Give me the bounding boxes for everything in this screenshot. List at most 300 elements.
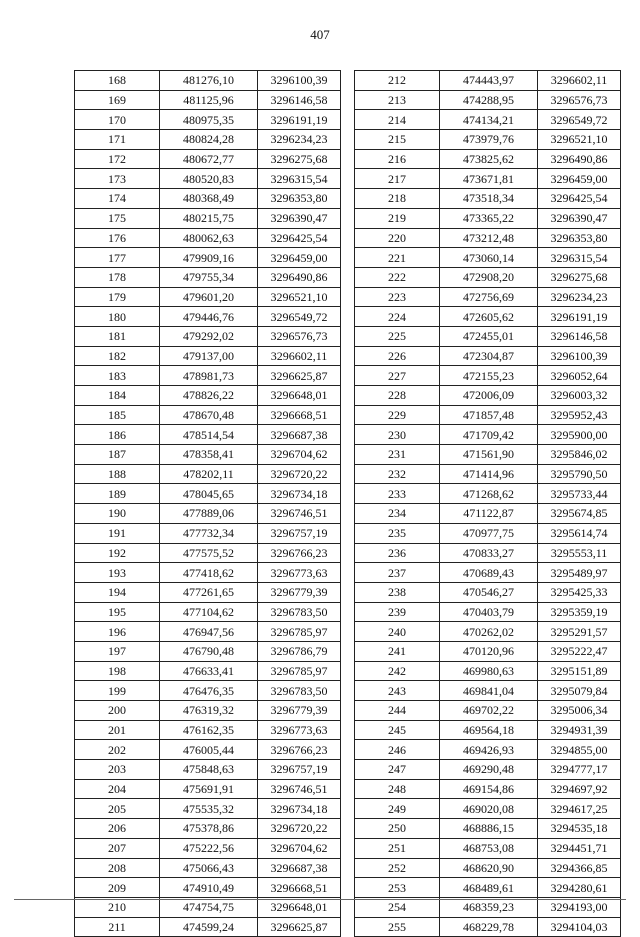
table-row	[355, 267, 621, 287]
x-coordinate-cell: 469426,93	[440, 740, 538, 760]
table-row	[75, 307, 341, 327]
table-row	[355, 464, 621, 484]
y-coordinate-cell: 3296720,22	[258, 464, 341, 484]
x-coordinate-cell: 479909,16	[160, 248, 258, 268]
y-coordinate-cell: 3294193,00	[538, 897, 621, 917]
x-coordinate-cell: 477104,62	[160, 602, 258, 622]
table-row	[75, 90, 341, 110]
y-coordinate-cell: 3295079,84	[538, 681, 621, 701]
x-coordinate-cell: 473212,48	[440, 228, 538, 248]
y-coordinate-cell: 3294535,18	[538, 819, 621, 839]
y-coordinate-cell: 3296146,58	[258, 90, 341, 110]
point-number-cell: 208	[75, 858, 160, 878]
y-coordinate-cell: 3295553,11	[538, 543, 621, 563]
y-coordinate-cell: 3296734,18	[258, 484, 341, 504]
y-coordinate-cell: 3296234,23	[538, 287, 621, 307]
table-row	[355, 228, 621, 248]
y-coordinate-cell: 3294855,00	[538, 740, 621, 760]
x-coordinate-cell: 477889,06	[160, 504, 258, 524]
table-row	[355, 504, 621, 524]
y-coordinate-cell: 3296687,38	[258, 425, 341, 445]
x-coordinate-cell: 469020,08	[440, 799, 538, 819]
point-number-cell: 234	[355, 504, 440, 524]
table-row	[355, 484, 621, 504]
y-coordinate-cell: 3296576,73	[538, 90, 621, 110]
x-coordinate-cell: 476947,56	[160, 622, 258, 642]
y-coordinate-cell: 3296773,63	[258, 563, 341, 583]
table-row	[75, 386, 341, 406]
point-number-cell: 252	[355, 858, 440, 878]
point-number-cell: 185	[75, 405, 160, 425]
x-coordinate-cell: 472155,23	[440, 366, 538, 386]
table-row	[355, 71, 621, 91]
point-number-cell: 219	[355, 208, 440, 228]
y-coordinate-cell: 3294931,39	[538, 720, 621, 740]
y-coordinate-cell: 3294280,61	[538, 878, 621, 898]
y-coordinate-cell: 3296785,97	[258, 622, 341, 642]
point-number-cell: 235	[355, 523, 440, 543]
x-coordinate-cell: 470546,27	[440, 582, 538, 602]
y-coordinate-cell: 3296549,72	[258, 307, 341, 327]
y-coordinate-cell: 3296275,68	[538, 267, 621, 287]
point-number-cell: 168	[75, 71, 160, 91]
point-number-cell: 239	[355, 602, 440, 622]
x-coordinate-cell: 480975,35	[160, 110, 258, 130]
x-coordinate-cell: 470403,79	[440, 602, 538, 622]
x-coordinate-cell: 475066,43	[160, 858, 258, 878]
y-coordinate-cell: 3295674,85	[538, 504, 621, 524]
table-row	[355, 326, 621, 346]
point-number-cell: 177	[75, 248, 160, 268]
y-coordinate-cell: 3296668,51	[258, 405, 341, 425]
x-coordinate-cell: 471122,87	[440, 504, 538, 524]
y-coordinate-cell: 3296766,23	[258, 740, 341, 760]
point-number-cell: 241	[355, 641, 440, 661]
y-coordinate-cell: 3296602,11	[538, 71, 621, 91]
table-row	[75, 169, 341, 189]
table-row	[355, 287, 621, 307]
y-coordinate-cell: 3296648,01	[258, 897, 341, 917]
x-coordinate-cell: 479446,76	[160, 307, 258, 327]
x-coordinate-cell: 476162,35	[160, 720, 258, 740]
page-bottom-divider	[14, 899, 626, 900]
point-number-cell: 211	[75, 917, 160, 937]
y-coordinate-cell: 3296549,72	[538, 110, 621, 130]
x-coordinate-cell: 473060,14	[440, 248, 538, 268]
table-row	[75, 445, 341, 465]
table-row	[75, 641, 341, 661]
y-coordinate-cell: 3296648,01	[258, 386, 341, 406]
y-coordinate-cell: 3296704,62	[258, 838, 341, 858]
point-number-cell: 186	[75, 425, 160, 445]
x-coordinate-cell: 476633,41	[160, 661, 258, 681]
point-number-cell: 228	[355, 386, 440, 406]
y-coordinate-cell: 3296191,19	[538, 307, 621, 327]
x-coordinate-cell: 477732,34	[160, 523, 258, 543]
y-coordinate-cell: 3296275,68	[258, 149, 341, 169]
table-row	[355, 90, 621, 110]
y-coordinate-cell: 3296687,38	[258, 858, 341, 878]
x-coordinate-cell: 478981,73	[160, 366, 258, 386]
table-row	[75, 189, 341, 209]
y-coordinate-cell: 3296734,18	[258, 799, 341, 819]
y-coordinate-cell: 3294617,25	[538, 799, 621, 819]
point-number-cell: 187	[75, 445, 160, 465]
point-number-cell: 227	[355, 366, 440, 386]
x-coordinate-cell: 475691,91	[160, 779, 258, 799]
point-number-cell: 173	[75, 169, 160, 189]
table-row	[355, 563, 621, 583]
x-coordinate-cell: 472605,62	[440, 307, 538, 327]
x-coordinate-cell: 480368,49	[160, 189, 258, 209]
x-coordinate-cell: 478826,22	[160, 386, 258, 406]
y-coordinate-cell: 3296704,62	[258, 445, 341, 465]
point-number-cell: 200	[75, 701, 160, 721]
x-coordinate-cell: 474443,97	[440, 71, 538, 91]
y-coordinate-cell: 3296783,50	[258, 681, 341, 701]
table-row	[75, 701, 341, 721]
point-number-cell: 199	[75, 681, 160, 701]
point-number-cell: 251	[355, 838, 440, 858]
x-coordinate-cell: 477575,52	[160, 543, 258, 563]
table-row	[75, 208, 341, 228]
y-coordinate-cell: 3296234,23	[258, 130, 341, 150]
table-row	[75, 760, 341, 780]
table-row	[75, 622, 341, 642]
x-coordinate-cell: 479755,34	[160, 267, 258, 287]
point-number-cell: 230	[355, 425, 440, 445]
table-row	[355, 189, 621, 209]
point-number-cell: 245	[355, 720, 440, 740]
x-coordinate-cell: 476005,44	[160, 740, 258, 760]
x-coordinate-cell: 468229,78	[440, 917, 538, 937]
y-coordinate-cell: 3296353,80	[538, 228, 621, 248]
x-coordinate-cell: 475222,56	[160, 838, 258, 858]
point-number-cell: 246	[355, 740, 440, 760]
point-number-cell: 248	[355, 779, 440, 799]
x-coordinate-cell: 474134,21	[440, 110, 538, 130]
table-row	[75, 149, 341, 169]
y-coordinate-cell: 3296746,51	[258, 779, 341, 799]
y-coordinate-cell: 3295614,74	[538, 523, 621, 543]
y-coordinate-cell: 3296625,87	[258, 917, 341, 937]
x-coordinate-cell: 468753,08	[440, 838, 538, 858]
x-coordinate-cell: 479137,00	[160, 346, 258, 366]
point-number-cell: 215	[355, 130, 440, 150]
table-row	[355, 130, 621, 150]
y-coordinate-cell: 3296315,54	[538, 248, 621, 268]
x-coordinate-cell: 476476,35	[160, 681, 258, 701]
point-number-cell: 225	[355, 326, 440, 346]
table-row	[355, 838, 621, 858]
point-number-cell: 202	[75, 740, 160, 760]
x-coordinate-cell: 470120,96	[440, 641, 538, 661]
table-row	[75, 720, 341, 740]
table-row	[355, 760, 621, 780]
x-coordinate-cell: 474910,49	[160, 878, 258, 898]
point-number-cell: 218	[355, 189, 440, 209]
y-coordinate-cell: 3296625,87	[258, 366, 341, 386]
point-number-cell: 231	[355, 445, 440, 465]
y-coordinate-cell: 3296521,10	[538, 130, 621, 150]
table-row	[75, 582, 341, 602]
point-number-cell: 192	[75, 543, 160, 563]
point-number-cell: 203	[75, 760, 160, 780]
point-number-cell: 213	[355, 90, 440, 110]
table-row	[75, 897, 341, 917]
x-coordinate-cell: 478670,48	[160, 405, 258, 425]
x-coordinate-cell: 473825,62	[440, 149, 538, 169]
table-row	[75, 287, 341, 307]
x-coordinate-cell: 478514,54	[160, 425, 258, 445]
point-number-cell: 189	[75, 484, 160, 504]
table-row	[355, 149, 621, 169]
table-row	[75, 484, 341, 504]
x-coordinate-cell: 470689,43	[440, 563, 538, 583]
x-coordinate-cell: 470262,02	[440, 622, 538, 642]
x-coordinate-cell: 469564,18	[440, 720, 538, 740]
table-row	[355, 582, 621, 602]
point-number-cell: 205	[75, 799, 160, 819]
y-coordinate-cell: 3296668,51	[258, 878, 341, 898]
y-coordinate-cell: 3295006,34	[538, 701, 621, 721]
y-coordinate-cell: 3296146,58	[538, 326, 621, 346]
table-row	[355, 622, 621, 642]
point-number-cell: 221	[355, 248, 440, 268]
point-number-cell: 217	[355, 169, 440, 189]
point-number-cell: 250	[355, 819, 440, 839]
table-row	[355, 425, 621, 445]
x-coordinate-cell: 469841,04	[440, 681, 538, 701]
point-number-cell: 237	[355, 563, 440, 583]
x-coordinate-cell: 480062,63	[160, 228, 258, 248]
table-row	[75, 326, 341, 346]
point-number-cell: 169	[75, 90, 160, 110]
x-coordinate-cell: 469290,48	[440, 760, 538, 780]
x-coordinate-cell: 477418,62	[160, 563, 258, 583]
y-coordinate-cell: 3295952,43	[538, 405, 621, 425]
x-coordinate-cell: 479292,02	[160, 326, 258, 346]
y-coordinate-cell: 3296746,51	[258, 504, 341, 524]
table-row	[75, 425, 341, 445]
table-row	[355, 740, 621, 760]
y-coordinate-cell: 3296785,97	[258, 661, 341, 681]
x-coordinate-cell: 471414,96	[440, 464, 538, 484]
point-number-cell: 255	[355, 917, 440, 937]
point-number-cell: 240	[355, 622, 440, 642]
y-coordinate-cell: 3296786,79	[258, 641, 341, 661]
table-row	[355, 819, 621, 839]
table-row	[75, 602, 341, 622]
point-number-cell: 224	[355, 307, 440, 327]
y-coordinate-cell: 3296757,19	[258, 523, 341, 543]
point-number-cell: 243	[355, 681, 440, 701]
table-row	[355, 346, 621, 366]
y-coordinate-cell: 3296459,00	[258, 248, 341, 268]
table-row	[75, 130, 341, 150]
x-coordinate-cell: 470833,27	[440, 543, 538, 563]
point-number-cell: 171	[75, 130, 160, 150]
x-coordinate-cell: 480520,83	[160, 169, 258, 189]
point-number-cell: 207	[75, 838, 160, 858]
point-number-cell: 236	[355, 543, 440, 563]
table-row	[355, 386, 621, 406]
x-coordinate-cell: 475378,86	[160, 819, 258, 839]
point-number-cell: 210	[75, 897, 160, 917]
page-number: 407	[310, 27, 330, 42]
y-coordinate-cell: 3296191,19	[258, 110, 341, 130]
table-row	[75, 504, 341, 524]
table-row	[355, 110, 621, 130]
table-row	[75, 779, 341, 799]
y-coordinate-cell: 3295359,19	[538, 602, 621, 622]
y-coordinate-cell: 3296779,39	[258, 582, 341, 602]
table-row	[75, 523, 341, 543]
point-number-cell: 222	[355, 267, 440, 287]
table-row	[75, 464, 341, 484]
point-number-cell: 194	[75, 582, 160, 602]
y-coordinate-cell: 3294451,71	[538, 838, 621, 858]
y-coordinate-cell: 3295900,00	[538, 425, 621, 445]
table-row	[75, 681, 341, 701]
point-number-cell: 253	[355, 878, 440, 898]
x-coordinate-cell: 471709,42	[440, 425, 538, 445]
table-row	[355, 701, 621, 721]
point-number-cell: 176	[75, 228, 160, 248]
point-number-cell: 178	[75, 267, 160, 287]
table-row	[75, 563, 341, 583]
table-row	[355, 681, 621, 701]
x-coordinate-cell: 468620,90	[440, 858, 538, 878]
y-coordinate-cell: 3296521,10	[258, 287, 341, 307]
x-coordinate-cell: 469980,63	[440, 661, 538, 681]
x-coordinate-cell: 475535,32	[160, 799, 258, 819]
table-row	[75, 917, 341, 937]
table-row	[75, 661, 341, 681]
y-coordinate-cell: 3296490,86	[258, 267, 341, 287]
table-row	[75, 740, 341, 760]
point-number-cell: 170	[75, 110, 160, 130]
table-row	[75, 248, 341, 268]
table-row	[355, 445, 621, 465]
x-coordinate-cell: 476319,32	[160, 701, 258, 721]
table-row	[75, 71, 341, 91]
point-number-cell: 193	[75, 563, 160, 583]
y-coordinate-cell: 3296779,39	[258, 701, 341, 721]
point-number-cell: 247	[355, 760, 440, 780]
point-number-cell: 204	[75, 779, 160, 799]
table-row	[75, 858, 341, 878]
point-number-cell: 206	[75, 819, 160, 839]
table-row	[75, 366, 341, 386]
y-coordinate-cell: 3294366,85	[538, 858, 621, 878]
y-coordinate-cell: 3296490,86	[538, 149, 621, 169]
y-coordinate-cell: 3295489,97	[538, 563, 621, 583]
table-row	[355, 307, 621, 327]
x-coordinate-cell: 476790,48	[160, 641, 258, 661]
y-coordinate-cell: 3296315,54	[258, 169, 341, 189]
x-coordinate-cell: 470977,75	[440, 523, 538, 543]
y-coordinate-cell: 3294697,92	[538, 779, 621, 799]
point-number-cell: 184	[75, 386, 160, 406]
x-coordinate-cell: 472006,09	[440, 386, 538, 406]
point-number-cell: 242	[355, 661, 440, 681]
x-coordinate-cell: 468489,61	[440, 878, 538, 898]
point-number-cell: 212	[355, 71, 440, 91]
y-coordinate-cell: 3296576,73	[258, 326, 341, 346]
x-coordinate-cell: 472908,20	[440, 267, 538, 287]
y-coordinate-cell: 3296773,63	[258, 720, 341, 740]
y-coordinate-cell: 3296757,19	[258, 760, 341, 780]
y-coordinate-cell: 3296003,32	[538, 386, 621, 406]
point-number-cell: 232	[355, 464, 440, 484]
x-coordinate-cell: 471268,62	[440, 484, 538, 504]
x-coordinate-cell: 473979,76	[440, 130, 538, 150]
table-row	[355, 917, 621, 937]
point-number-cell: 191	[75, 523, 160, 543]
coordinates-table-right	[354, 70, 621, 937]
point-number-cell: 209	[75, 878, 160, 898]
y-coordinate-cell: 3296459,00	[538, 169, 621, 189]
y-coordinate-cell: 3296766,23	[258, 543, 341, 563]
table-row	[355, 169, 621, 189]
point-number-cell: 181	[75, 326, 160, 346]
x-coordinate-cell: 471561,90	[440, 445, 538, 465]
point-number-cell: 216	[355, 149, 440, 169]
x-coordinate-cell: 472455,01	[440, 326, 538, 346]
x-coordinate-cell: 472756,69	[440, 287, 538, 307]
point-number-cell: 226	[355, 346, 440, 366]
y-coordinate-cell: 3295790,50	[538, 464, 621, 484]
point-number-cell: 174	[75, 189, 160, 209]
table-row	[75, 543, 341, 563]
x-coordinate-cell: 481125,96	[160, 90, 258, 110]
point-number-cell: 229	[355, 405, 440, 425]
table-row	[75, 838, 341, 858]
table-row	[75, 878, 341, 898]
point-number-cell: 249	[355, 799, 440, 819]
table-row	[355, 661, 621, 681]
x-coordinate-cell: 480672,77	[160, 149, 258, 169]
x-coordinate-cell: 468359,23	[440, 897, 538, 917]
table-row	[355, 405, 621, 425]
point-number-cell: 172	[75, 149, 160, 169]
y-coordinate-cell: 3296425,54	[538, 189, 621, 209]
x-coordinate-cell: 481276,10	[160, 71, 258, 91]
table-row	[75, 228, 341, 248]
x-coordinate-cell: 480824,28	[160, 130, 258, 150]
y-coordinate-cell: 3295291,57	[538, 622, 621, 642]
y-coordinate-cell: 3296390,47	[258, 208, 341, 228]
y-coordinate-cell: 3294104,03	[538, 917, 621, 937]
point-number-cell: 183	[75, 366, 160, 386]
table-row	[355, 799, 621, 819]
x-coordinate-cell: 478202,11	[160, 464, 258, 484]
y-coordinate-cell: 3296052,64	[538, 366, 621, 386]
point-number-cell: 201	[75, 720, 160, 740]
table-row	[355, 641, 621, 661]
x-coordinate-cell: 471857,48	[440, 405, 538, 425]
point-number-cell: 244	[355, 701, 440, 721]
table-row	[355, 897, 621, 917]
point-number-cell: 195	[75, 602, 160, 622]
x-coordinate-cell: 473365,22	[440, 208, 538, 228]
table-row	[355, 208, 621, 228]
x-coordinate-cell: 472304,87	[440, 346, 538, 366]
x-coordinate-cell: 474599,24	[160, 917, 258, 937]
table-row	[75, 346, 341, 366]
point-number-cell: 190	[75, 504, 160, 524]
